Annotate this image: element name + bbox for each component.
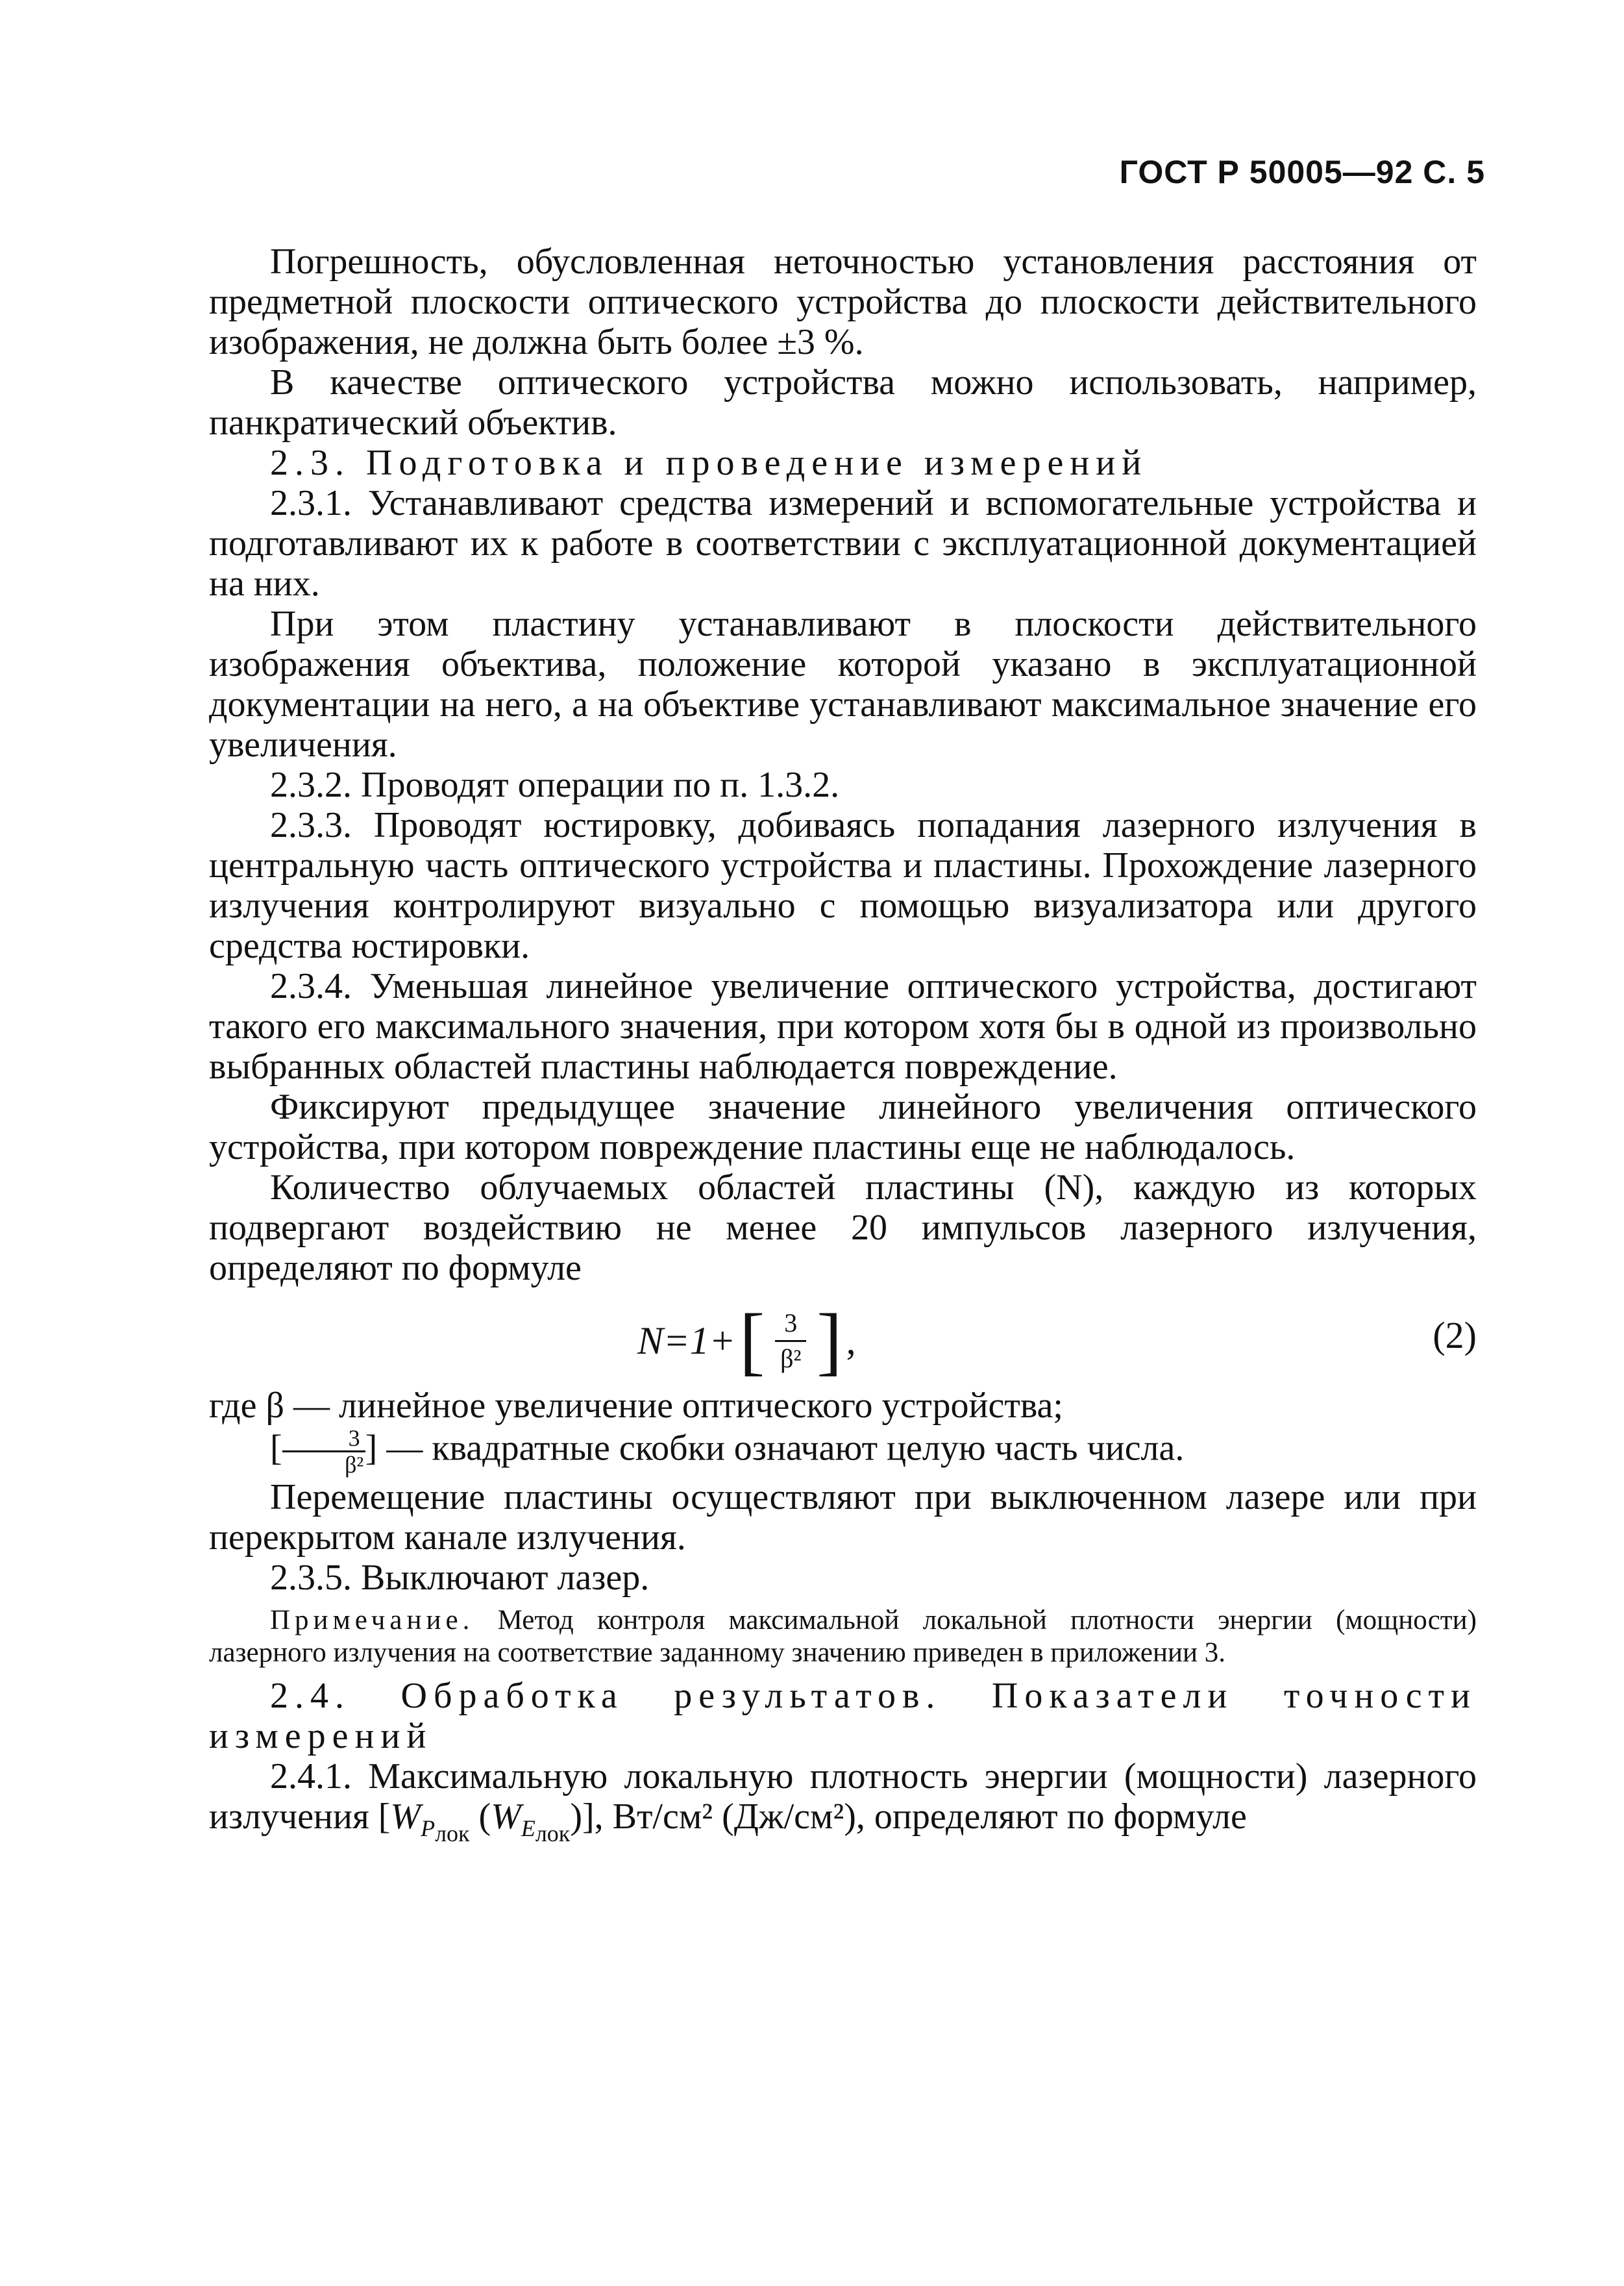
where-fraction <box>282 1426 365 1477</box>
symbol-e-sub: лок <box>535 1820 571 1847</box>
paragraph-move: Перемещение пластины осуществляют при выключенном лазере или при перекрытом канале излучения. <box>209 1477 1477 1558</box>
formula-numerator: 3 <box>775 1309 806 1342</box>
symbol-p: P <box>421 1815 436 1842</box>
paragraph-2-4-1-end: , Вт/см² (Дж/см²), определяют по формуле <box>594 1796 1247 1837</box>
formula-lhs: N=1+ <box>637 1319 735 1362</box>
body-text <box>209 242 1477 1847</box>
section-heading-2-4: 2.4. Обработка результатов. Показатели точности измерений <box>209 1676 1477 1756</box>
paragraph-2-4-1: 2.4.1. Максимальную локальную плотность энергии (мощности) лазерного излучения [$W_{P_{лок}}$ $(W_{E_{лок}})$], Вт/см² (Дж/см²), определяют по формуле <box>209 1756 1477 1847</box>
formula-comma: , <box>846 1319 856 1362</box>
formula-fraction <box>775 1309 806 1373</box>
formula-expression <box>637 1298 856 1383</box>
paragraph-2-3-5: 2.3.5. Выключают лазер. <box>270 1558 650 1598</box>
paragraph-2-3-2: 2.3.2. Проводят операции по п. 1.3.2. <box>270 765 840 805</box>
where-brackets-text: — квадратные скобки означают целую часть числа. <box>386 1428 1185 1469</box>
paragraph-2-4-1-start: 2.4.1. Максимальную локальную плотность энергии (мощности) лазерного излучения [ <box>209 1756 1477 1837</box>
note <box>209 1604 1477 1669</box>
symbol-w-e-index <box>521 1815 571 1847</box>
symbol-w-p-index <box>421 1815 470 1847</box>
paragraph-2-3-3: 2.3.3. Проводят юстировку, добиваясь попадания лазерного излучения в центральную часть оптического устройства и пластины. Прохождение лазерного излучения контролируют визуально с помощью визуализатора или другого средства юстировки. <box>209 805 1477 966</box>
formula-left-bracket: [ <box>739 1298 765 1383</box>
where-bracket-right: ] <box>365 1428 378 1469</box>
note-label: Примечание. <box>270 1605 474 1635</box>
where-brackets <box>209 1426 1477 1477</box>
where-bracket-left: [ <box>270 1428 282 1469</box>
where-numerator: 3 <box>282 1426 365 1452</box>
symbol-p-sub: лок <box>435 1820 470 1847</box>
paragraph-2-3-1: 2.3.1. Устанавливают средства измерений и вспомогательные устройства и подготавливают их к работе в соответствии с эксплуатационной документацией на них. <box>209 483 1477 604</box>
paragraph-2-3-4: 2.3.4. Уменьшая линейное увеличение оптического устройства, достигают такого его максимального значения, при котором хотя бы в одной из произвольно выбранных областей пластины наблюдается повреждение. <box>209 966 1477 1087</box>
page-header: ГОСТ Р 50005—92 С. 5 <box>1119 154 1485 190</box>
paragraph-2-3-1-plate: При этом пластину устанавливают в плоскости действительного изображения объектива, положение которой указано в эксплуатационной документации на него, а на объективе устанавливают максимальное значение его увеличения. <box>209 604 1477 765</box>
section-heading-2-3: 2.3. Подготовка и проведение измерений <box>270 443 1148 483</box>
paragraph-objective: В качестве оптического устройства можно использовать, например, панкратический объектив. <box>209 362 1477 443</box>
formula-denominator: β² <box>780 1343 802 1373</box>
paragraph-2-3-4-fix: Фиксируют предыдущее значение линейного увеличения оптического устройства, при котором повреждение пластины еще не наблюдалось. <box>209 1087 1477 1167</box>
paragraph-accuracy: Погрешность, обусловленная неточностью установления расстояния от предметной плоскости оптического устройства до плоскости действительного изображения, не должна быть более ±3 %. <box>209 242 1477 362</box>
formula-2 <box>209 1288 1477 1385</box>
where-beta: где β — линейное увеличение оптического устройства; <box>209 1385 1063 1426</box>
paragraph-2-3-4-count: Количество облучаемых областей пластины (N), каждую из которых подвергают воздействию не менее 20 импульсов лазерного излучения, определяют по формуле <box>209 1167 1477 1288</box>
symbol-e: E <box>521 1815 535 1842</box>
formula-right-bracket: ] <box>817 1298 843 1383</box>
formula-number: (2) <box>1433 1314 1477 1356</box>
where-denominator: β² <box>345 1452 364 1478</box>
note-text: Метод контроля максимальной локальной плотности энергии (мощности) лазерного излучения на соответствие заданному значению приведен в приложении 3. <box>209 1605 1477 1668</box>
symbol-w-e: W <box>491 1796 521 1837</box>
symbol-w-p: W <box>390 1796 421 1837</box>
